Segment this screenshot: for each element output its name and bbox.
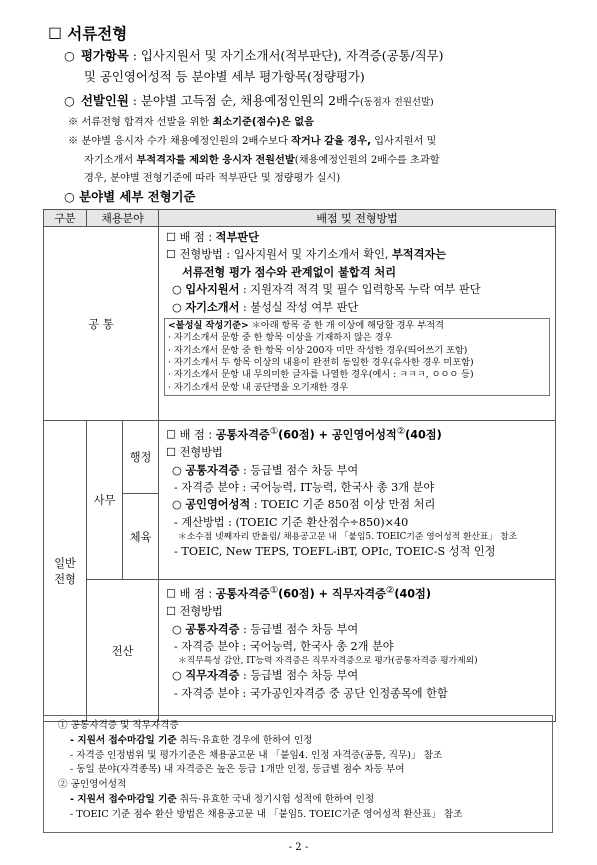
footnote-box: [43, 715, 553, 833]
header-method: 배점 및 전형방법: [159, 210, 556, 227]
note-1-text: 서류전형 합격자 선발을 위한: [81, 117, 213, 128]
office-cert-text: : 등급별 점수 차등 부여: [239, 463, 359, 477]
common-intro: ○ 자기소개서 : 불성실 작성 여부 판단: [172, 300, 359, 314]
computer-job-text: : 등급별 점수 차등 부여: [239, 669, 359, 683]
header-gubun: 구분: [44, 210, 87, 227]
computer-sup-2: ②: [385, 585, 395, 596]
common-method-text: ☐ 전형방법 : 입사지원서 및 자기소개서 확인,: [166, 248, 392, 262]
table-row-admin: [44, 421, 556, 494]
office-method: ☐ 전형방법: [166, 446, 223, 460]
application-text: : 지원자격 적격 및 필수 입력항목 누락 여부 판단: [239, 283, 481, 297]
general-label-1: 일반: [54, 557, 76, 570]
intro-label: 자기소개서: [185, 300, 240, 314]
note-2-l2-post: (채용예정인원의 2배수를 초과할: [294, 155, 440, 166]
box-title-bold: <불성실 작성기준>: [168, 320, 249, 332]
eval-label: 평가항목: [80, 48, 129, 63]
common-method-line-2: 서류전형 평가 점수와 관계없이 불합격 처리: [182, 265, 397, 279]
section-title: ☐ 서류전형: [48, 25, 128, 43]
office-score-bold-3: (40점): [405, 428, 442, 442]
note-2-text: 분야별 응시자 수가 채용예정인원의 2배수보다: [81, 136, 292, 147]
footnote-l4-bold: - 지원서 접수마감일 기준: [70, 793, 177, 805]
footnote-line-5: - TOEIC 기준 점수 환산 방법은 채용공고문 내 「붙임5. TOEIC기준 영어성적 환산표」 참조: [70, 808, 463, 820]
footnote-line-3: - 동일 분야(자격종목) 내 자격증은 높은 등급 1개만 인정, 등급별 점수 차등 부여: [70, 764, 405, 776]
computer-cell: [159, 580, 556, 722]
footnote-l1-bold: - 지원서 접수마감일 기준: [70, 734, 177, 746]
intro-text: : 불성실 작성 여부 판단: [239, 300, 359, 314]
computer-cert-label: 공통자격증: [185, 622, 240, 636]
computer-score-bold-2: (60점) + 직무자격증: [278, 587, 386, 601]
office-score-bold-1: 공통자격증: [215, 428, 270, 442]
common-cell: [159, 227, 556, 421]
office-sup-1: ①: [269, 426, 279, 437]
general-label: [44, 421, 87, 722]
computer-job-label: 직무자격증: [185, 669, 240, 683]
select-text: : 분야별 고득점 순, 채용예정인원의 2배수: [128, 93, 360, 108]
footnote-line-4: [58, 793, 552, 808]
box-item: · 자기소개서 문항 내 공단명을 오기재한 경우: [168, 381, 349, 393]
office-cert-label: 공통자격증: [185, 463, 240, 477]
common-score: [166, 229, 551, 246]
note-mark: ※: [68, 136, 79, 147]
computer-cert-field: - 자격증 분야 : 국어능력, 한국사 총 2개 분야: [174, 639, 394, 653]
table-row-computer: [44, 580, 556, 722]
common-score-value: 적부판단: [215, 231, 259, 244]
application-label: 입사지원서: [185, 283, 240, 297]
note-2-bold: 작거나 같을 경우,: [291, 136, 371, 147]
bullet-circle: ○: [64, 93, 75, 108]
common-label: 공 통: [44, 227, 159, 421]
computer-score: [166, 582, 551, 603]
common-method-bold: 부적격자는: [392, 248, 447, 262]
computer-job-field: - 자격증 분야 : 국가공인자격증 중 공단 인정종목에 한함: [174, 686, 448, 700]
footnote-heading-1: ① 공통자격증 및 직무자격증: [58, 720, 179, 731]
office-cert-field: - 자격증 분야 : 국어능력, IT능력, 한국사 총 3개 분야: [174, 480, 435, 494]
select-line: [64, 91, 434, 109]
box-item: · 자기소개서 문항 중 한 항목 이상 200자 미만 작성한 경우(띄어쓰기 포함): [168, 344, 468, 356]
common-application: ○ 입사지원서 : 지원자격 적격 및 필수 입력항목 누락 여부 판단: [172, 283, 481, 297]
note-2-post: 입사지원서 및: [370, 136, 437, 147]
office-calc-note: ＊소수점 넷째자리 반올림/ 채용공고문 내 「붙임5. TOEIC기준 영어성적 환산표」 참조: [178, 532, 518, 543]
computer-job: ○ 직무자격증 : 등급별 점수 차등 부여: [172, 669, 359, 683]
box-title: [168, 320, 546, 332]
criteria-title: ○ 분야별 세부 전형기준: [64, 189, 196, 204]
box-item: · 자기소개서 문항 내 무의미한 글자를 나열한 경우(예시 : ㅋㅋㅋ, ㅇㅇㅇ 등): [168, 369, 474, 381]
common-method: [166, 246, 551, 263]
computer-method: ☐ 전형방법: [166, 605, 223, 619]
footnote-line-1: [58, 734, 552, 749]
eval-line: [64, 46, 444, 64]
criteria-table: [43, 209, 556, 722]
office-tests: - TOEIC, New TEPS, TOEFL-iBT, OPIc, TOEIC-S 성적 인정: [174, 545, 496, 559]
common-score-label: ☐ 배 점 :: [166, 231, 216, 244]
note-2-line-2: [84, 151, 440, 166]
eval-text: : 입사지원서 및 자기소개서(적부판단), 자격증(공통/직무): [128, 48, 444, 63]
note-2: [68, 132, 436, 147]
computer-score-bold-3: (40점): [394, 587, 431, 601]
office-cert: ○ 공통자격증 : 등급별 점수 차등 부여: [172, 463, 359, 477]
note-mark: ※: [68, 117, 79, 128]
footnote-heading-2: ② 공인영어성적: [58, 779, 127, 791]
table-row-common: [44, 227, 556, 421]
box-item: · 자기소개서 문항 중 한 항목 이상을 기재하지 않은 경우: [168, 332, 393, 344]
computer-cert-text: : 등급별 점수 차등 부여: [239, 622, 359, 636]
general-label-2: 전형: [54, 573, 76, 586]
computer-score-bold-1: 공통자격증: [215, 587, 270, 601]
office-sub-admin: 행정: [123, 421, 159, 494]
select-small: (동점자 전원선발): [359, 97, 434, 108]
note-1: [68, 113, 314, 128]
computer-cert-note: ＊직무특성 감안, IT능력 자격증은 직무자격증으로 평가(공통자격증 평가제외): [178, 656, 478, 667]
select-label: 선발인원: [80, 93, 129, 108]
note-2-l2-pre: 자기소개서: [84, 155, 137, 166]
office-sub-sports: 체육: [123, 494, 159, 580]
header-field: 채용분야: [87, 210, 159, 227]
office-cell: [159, 421, 556, 580]
box-title-note: ＊아래 항목 중 한 개 이상에 해당할 경우 부적격: [248, 320, 444, 332]
office-calc: - 계산방법 : (TOEIC 기준 환산점수÷850)×40: [174, 515, 409, 529]
office-english-label: 공인영어성적: [185, 498, 251, 512]
eval-line-2: 및 공인영어성적 등 분야별 세부 평가항목(정량평가): [84, 69, 365, 84]
note-2-l2-bold: 부적격자를 제외한 응시자 전원선발: [136, 155, 295, 166]
note-1-bold: 최소기준(점수)은 없음: [212, 117, 314, 128]
office-score-label: ☐ 배 점 :: [166, 428, 216, 442]
footnote-l1-text: 취득·유효한 경우에 한하여 인정: [176, 734, 313, 746]
office-sup-2: ②: [396, 426, 406, 437]
computer-label: 전산: [87, 580, 159, 722]
office-score-bold-2: (60점) + 공인영어성적: [278, 428, 397, 442]
office-english: ○ 공인영어성적 : TOEIC 기준 850점 이상 만점 처리: [172, 498, 436, 512]
office-score: [166, 423, 551, 444]
note-2-line-3: 경우, 분야별 전형기준에 따라 적부판단 및 정량평가 실시): [84, 173, 341, 184]
computer-score-label: ☐ 배 점 :: [166, 587, 216, 601]
office-english-text: : TOEIC 기준 850점 이상 만점 처리: [250, 498, 436, 512]
insincere-criteria-box: [164, 318, 550, 396]
table-header-row: [44, 210, 556, 227]
computer-sup-1: ①: [269, 585, 279, 596]
bullet-circle: ○: [64, 48, 75, 63]
office-label: 사무: [87, 421, 123, 580]
page-number: - 2 -: [288, 842, 309, 853]
footnote-line-2: - 자격증 인정범위 및 평가기준은 채용공고문 내 「붙임4. 인정 자격증(공통, 직무)」 참조: [70, 749, 443, 761]
computer-cert: ○ 공통자격증 : 등급별 점수 차등 부여: [172, 622, 359, 636]
box-item: · 자기소개서 두 항목 이상의 내용이 완전히 동일한 경우(유사한 경우 미포함): [168, 356, 474, 368]
footnote-l4-text: 취득·유효한 국내 정기시험 성적에 한하여 인정: [176, 793, 375, 805]
